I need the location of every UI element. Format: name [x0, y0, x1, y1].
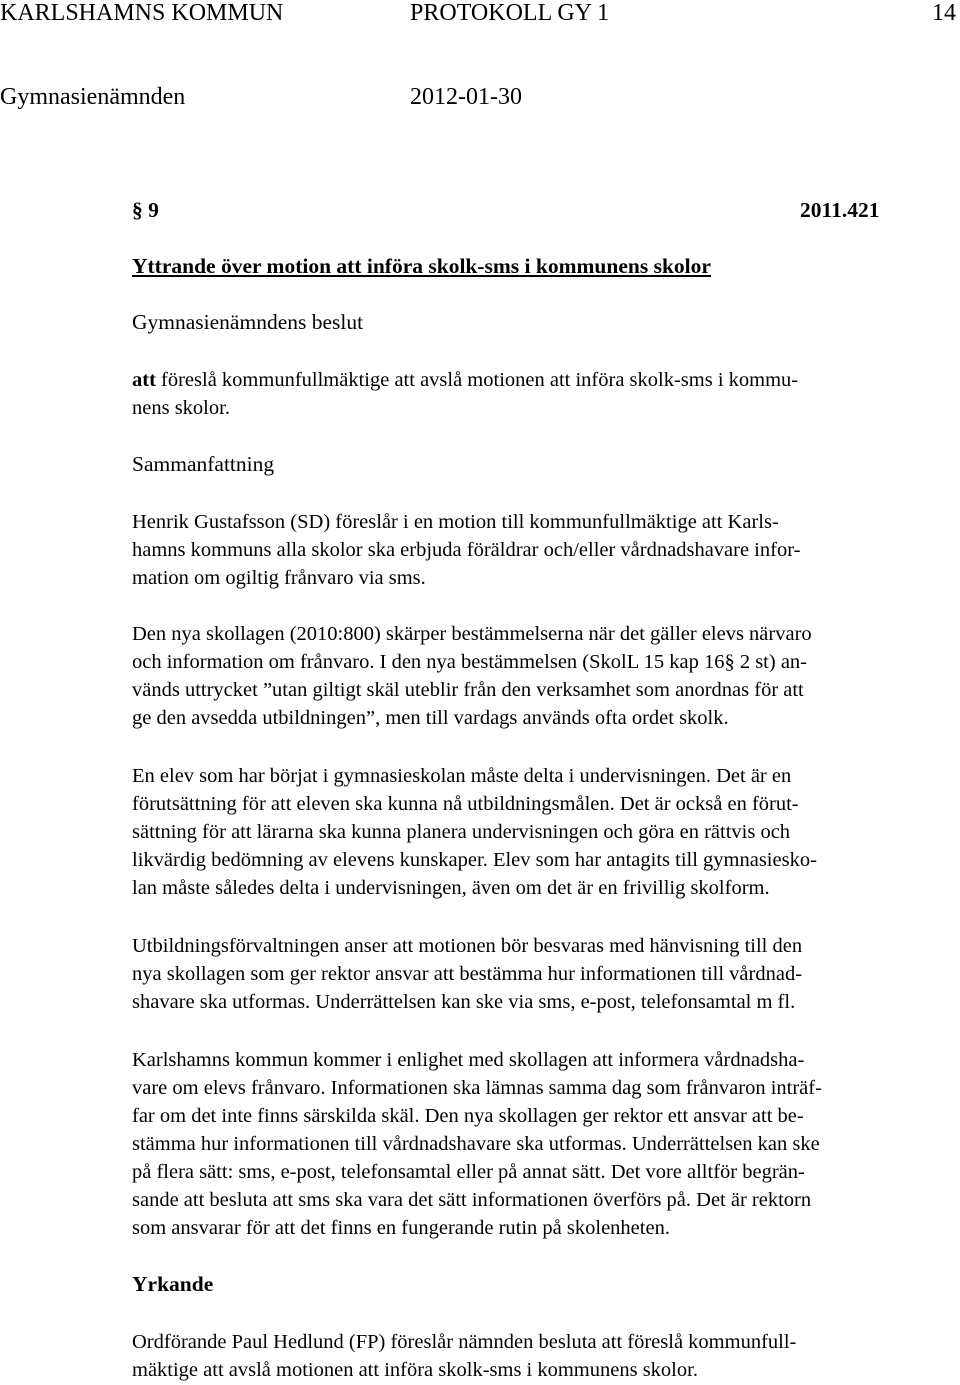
case-number: 2011.421 — [800, 198, 880, 222]
summary-p2-line-1: Den nya skollagen (2010:800) skärper bestämmelserna när det gäller elevs närvaro — [132, 623, 812, 645]
header-committee: Gymnasienämnden — [0, 84, 186, 110]
motion-line-1: Ordförande Paul Hedlund (FP) föreslår nämnden besluta att föreslå kommunfull- — [132, 1331, 797, 1353]
summary-p5-line-1: Karlshamns kommun kommer i enlighet med skollagen att informera vårdnadsha- — [132, 1049, 805, 1071]
decision-line-2: nens skolor. — [132, 397, 230, 419]
summary-p5-line-7: som ansvarar för att det finns en fungerande rutin på skolenheten. — [132, 1217, 670, 1239]
summary-p5-line-2: vare om elevs frånvaro. Informationen ska lämnas samma dag som frånvaron inträf- — [132, 1077, 822, 1099]
decision-line-1-text: föreslå kommunfullmäktige att avslå motionen att införa skolk-sms i kommu- — [161, 369, 799, 391]
summary-p3-line-2: förutsättning för att eleven ska kunna nå utbildningsmålen. Det är också en förut- — [132, 793, 799, 815]
header-page-number: 14 — [932, 0, 956, 26]
section-number: § 9 — [132, 198, 159, 222]
summary-p1-line-2: hamns kommuns alla skolor ska erbjuda föräldrar och/eller vårdnadshavare infor- — [132, 539, 801, 561]
summary-p3-line-3: sättning för att lärarna ska kunna planera undervisningen och göra en rättvis och — [132, 821, 791, 843]
header-date: 2012-01-30 — [410, 84, 522, 110]
summary-p2-line-4: ge den avsedda utbildningen”, men till vardags används ofta ordet skolk. — [132, 707, 729, 729]
summary-p2-line-3: vänds uttrycket ”utan giltigt skäl uteblir från den verksamhet som anordnas för att — [132, 679, 804, 701]
summary-p3-line-5: lan måste således delta i undervisningen, även om det är en frivillig skolform. — [132, 877, 770, 899]
motion-line-2: mäktige att avslå motionen att införa skolk-sms i kommunens skolor. — [132, 1359, 698, 1381]
summary-p4-line-3: shavare ska utformas. Underrättelsen kan ske via sms, e-post, telefonsamtal m fl. — [132, 991, 796, 1013]
summary-p3-line-1: En elev som har börjat i gymnasieskolan måste delta i undervisningen. Det är en — [132, 765, 792, 787]
summary-p5-line-3: far om det inte finns särskilda skäl. Den nya skollagen ger rektor ett ansvar att be- — [132, 1105, 804, 1127]
decision-heading: Gymnasienämndens beslut — [132, 310, 364, 334]
decision-line-1 — [132, 366, 798, 394]
decision-lead-word: att — [132, 369, 156, 391]
item-title: Yttrande över motion att införa skolk-sms i kommunens skolor — [132, 254, 711, 278]
summary-heading: Sammanfattning — [132, 452, 275, 476]
summary-p5-line-6: sande att besluta att sms ska vara det sätt informationen överförs på. Det är rektorn — [132, 1189, 812, 1211]
header-organization: KARLSHAMNS KOMMUN — [0, 0, 284, 26]
summary-p2-line-2: och information om frånvaro. I den nya bestämmelsen (SkolL 15 kap 16§ 2 st) an- — [132, 651, 807, 673]
summary-p4-line-2: nya skollagen som ger rektor ansvar att bestämma hur informationen till vårdnad- — [132, 963, 803, 985]
summary-p1-line-3: mation om ogiltig frånvaro via sms. — [132, 567, 426, 589]
motion-heading: Yrkande — [132, 1272, 214, 1296]
header-doc-type: PROTOKOLL GY 1 — [410, 0, 610, 26]
summary-p1-line-1: Henrik Gustafsson (SD) föreslår i en motion till kommunfullmäktige att Karls- — [132, 511, 779, 533]
summary-p3-line-4: likvärdig bedömning av elevens kunskaper. Elev som har antagits till gymnasiesko- — [132, 849, 817, 871]
summary-p5-line-5: på flera sätt: sms, e-post, telefonsamtal eller på annat sätt. Det vore alltför begrän- — [132, 1161, 805, 1183]
summary-p5-line-4: stämma hur informationen till vårdnadshavare ska utformas. Underrättelsen kan ske — [132, 1133, 820, 1155]
summary-p4-line-1: Utbildningsförvaltningen anser att motionen bör besvaras med hänvisning till den — [132, 935, 803, 957]
